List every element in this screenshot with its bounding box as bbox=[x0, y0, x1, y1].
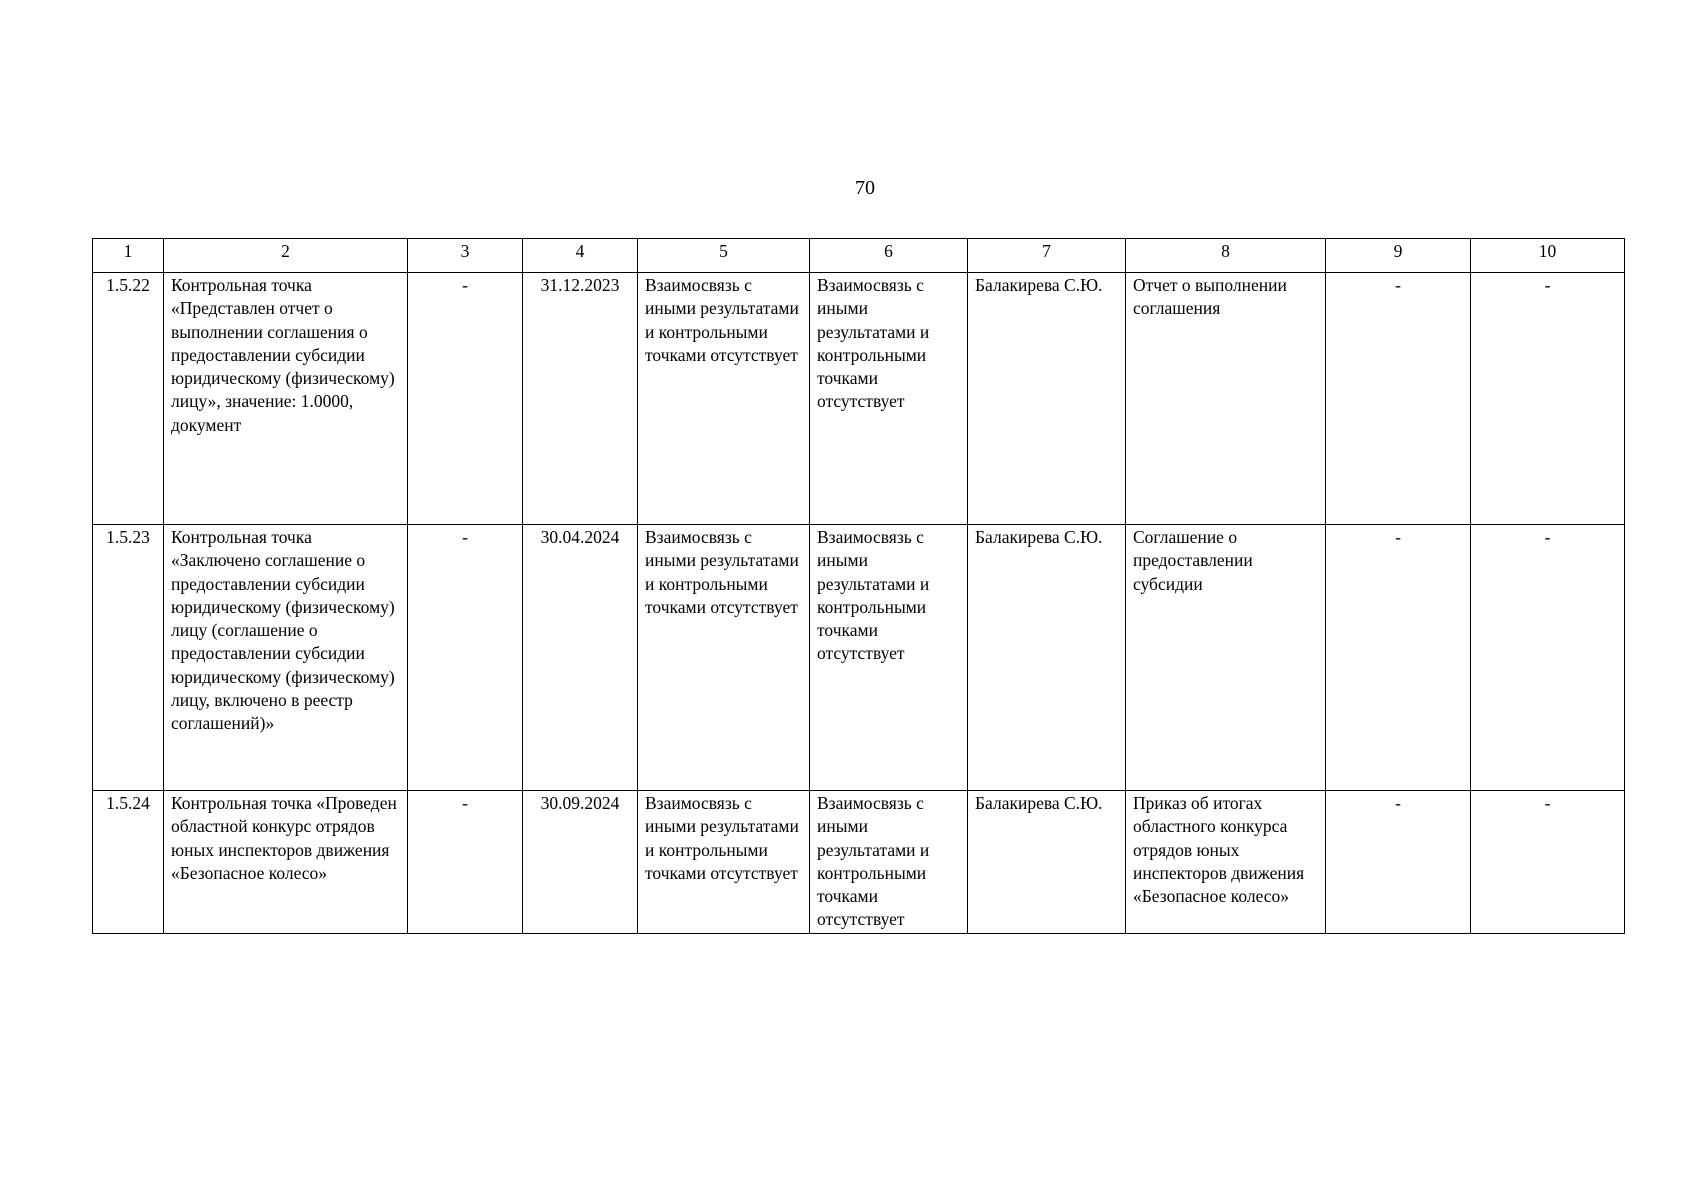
responsible-person: Балакирева С.Ю. bbox=[968, 791, 1126, 934]
responsible-person: Балакирева С.Ю. bbox=[968, 273, 1126, 525]
link-points: Взаимосвязь с иными результатами и контрольными точками отсутствует bbox=[810, 525, 968, 791]
table-row bbox=[93, 525, 1625, 791]
link-results: Взаимосвязь с иными результатами и контрольными точками отсутствует bbox=[638, 525, 810, 791]
due-date: 31.12.2023 bbox=[523, 273, 638, 525]
column-header: 3 bbox=[408, 239, 523, 273]
cell-col10: - bbox=[1471, 525, 1625, 791]
column-header: 10 bbox=[1471, 239, 1625, 273]
control-points-table bbox=[92, 238, 1625, 934]
cell-col3: - bbox=[408, 525, 523, 791]
cell-col3: - bbox=[408, 791, 523, 934]
link-points: Взаимосвязь с иными результатами и контрольными точками отсутствует bbox=[810, 791, 968, 934]
confirming-document: Отчет о выполнении соглашения bbox=[1126, 273, 1326, 525]
cell-col9: - bbox=[1326, 273, 1471, 525]
cell-col3: - bbox=[408, 273, 523, 525]
responsible-person: Балакирева С.Ю. bbox=[968, 525, 1126, 791]
column-header: 2 bbox=[164, 239, 408, 273]
column-header: 1 bbox=[93, 239, 164, 273]
cell-col10: - bbox=[1471, 273, 1625, 525]
table-row bbox=[93, 791, 1625, 934]
column-header: 6 bbox=[810, 239, 968, 273]
due-date: 30.09.2024 bbox=[523, 791, 638, 934]
column-header: 5 bbox=[638, 239, 810, 273]
cell-col9: - bbox=[1326, 525, 1471, 791]
row-number: 1.5.23 bbox=[93, 525, 164, 791]
cell-col10: - bbox=[1471, 791, 1625, 934]
column-header: 7 bbox=[968, 239, 1126, 273]
row-number: 1.5.24 bbox=[93, 791, 164, 934]
link-points: Взаимосвязь с иными результатами и контрольными точками отсутствует bbox=[810, 273, 968, 525]
column-header: 4 bbox=[523, 239, 638, 273]
column-header: 8 bbox=[1126, 239, 1326, 273]
page-number: 70 bbox=[855, 177, 875, 199]
due-date: 30.04.2024 bbox=[523, 525, 638, 791]
control-point-name: Контрольная точка «Проведен областной конкурс отрядов юных инспекторов движения «Безопасное колесо» bbox=[164, 791, 408, 934]
column-header: 9 bbox=[1326, 239, 1471, 273]
control-point-name: Контрольная точка «Представлен отчет о выполнении соглашения о предоставлении субсидии юридическому (физическому) лицу», значение: 1.0000, документ bbox=[164, 273, 408, 525]
control-point-name: Контрольная точка «Заключено соглашение о предоставлении субсидии юридическому (физическому) лицу (соглашение о предоставлении субсидии юридическому (физическому) лицу, включено в реестр соглашений)» bbox=[164, 525, 408, 791]
link-results: Взаимосвязь с иными результатами и контрольными точками отсутствует bbox=[638, 791, 810, 934]
confirming-document: Приказ об итогах областного конкурса отрядов юных инспекторов движения «Безопасное колесо» bbox=[1126, 791, 1326, 934]
cell-col9: - bbox=[1326, 791, 1471, 934]
row-number: 1.5.22 bbox=[93, 273, 164, 525]
confirming-document: Соглашение о предоставлении субсидии bbox=[1126, 525, 1326, 791]
column-number-row bbox=[93, 239, 1625, 273]
table-row bbox=[93, 273, 1625, 525]
link-results: Взаимосвязь с иными результатами и контрольными точками отсутствует bbox=[638, 273, 810, 525]
